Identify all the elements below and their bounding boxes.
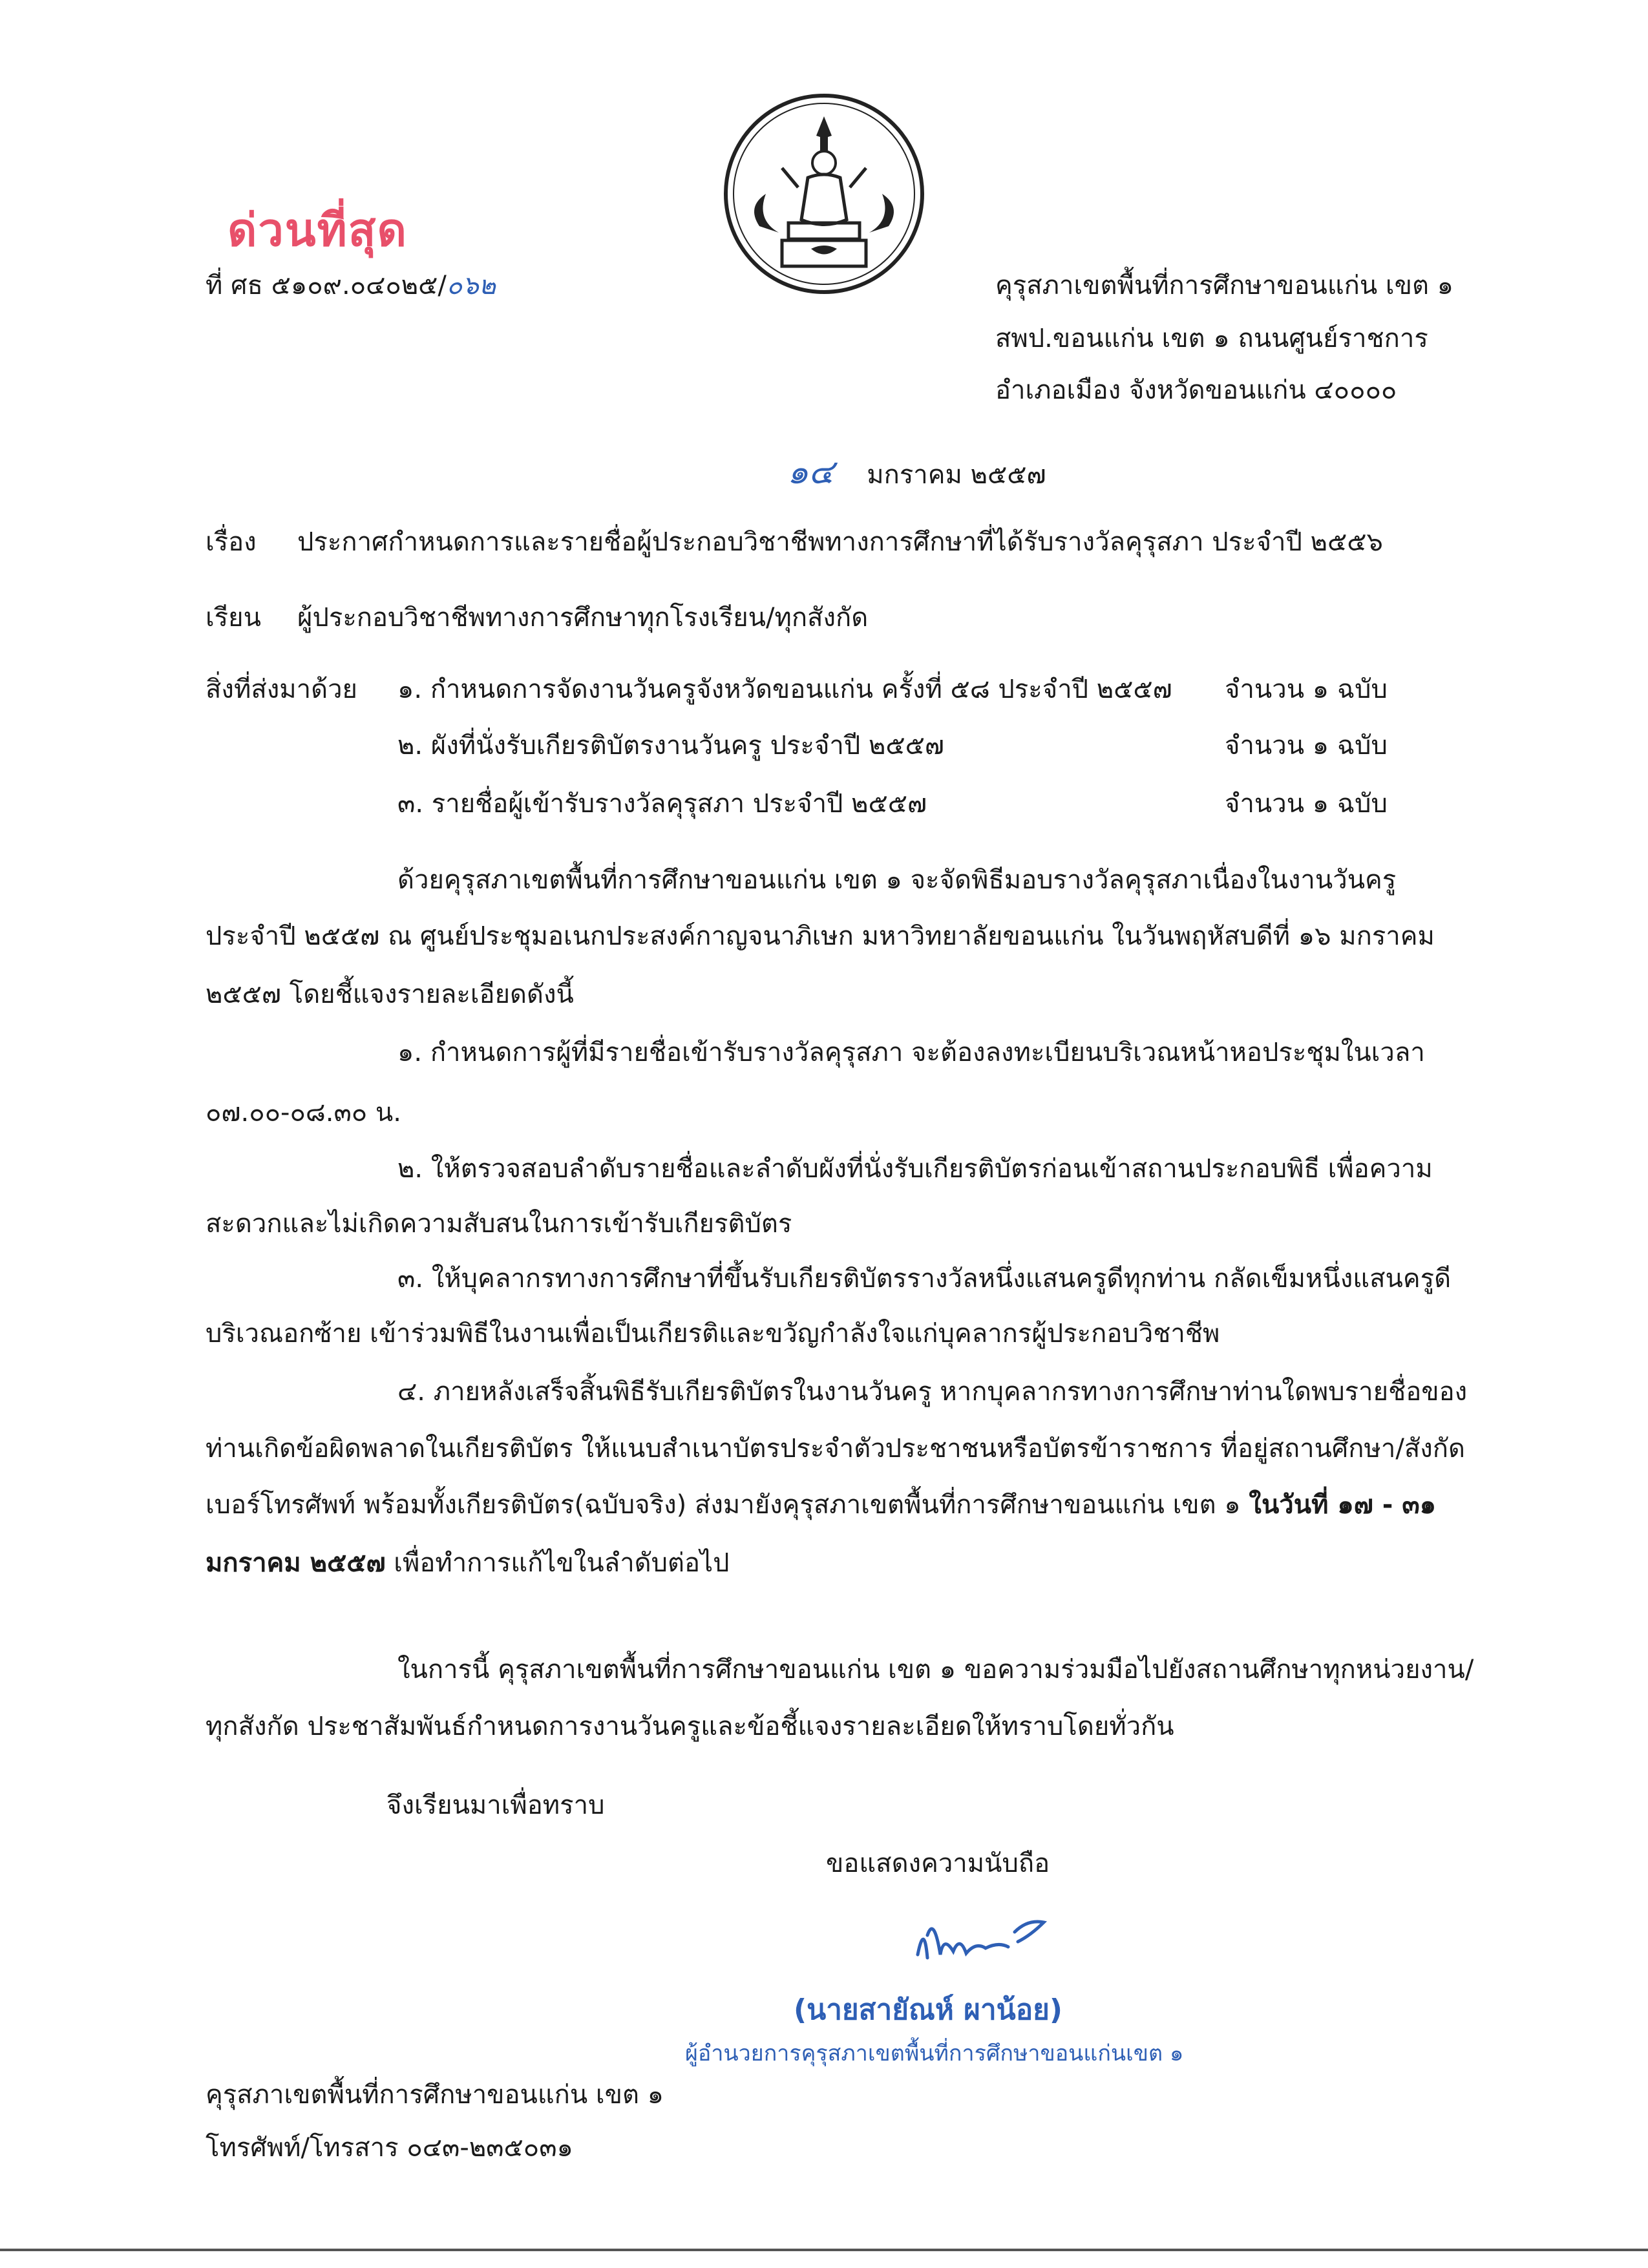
enclosure-count-2: จำนวน ๑ ฉบับ [1225, 731, 1388, 761]
item-2-line-1: ๒. ให้ตรวจสอบลำดับรายชื่อและลำดับผังที่นั่งรับเกียรติบัตรก่อนเข้าสถานประกอบพิธี เพื่อความ [397, 1154, 1433, 1184]
intro-paragraph-line-3: ๒๕๕๗ โดยชี้แจงรายละเอียดดังนี้ [206, 980, 574, 1009]
item-1-line-1: ๑. กำหนดการผู้ที่มีรายชื่อเข้ารับรางวัลคุรุสภา จะต้องลงทะเบียนบริเวณหน้าหอประชุมในเวลา [397, 1038, 1425, 1067]
final-paragraph-line-2: ทุกสังกัด ประชาสัมพันธ์กำหนดการงานวันครูและข้อชี้แจงรายละเอียดให้ทราบโดยทั่วกัน [206, 1712, 1174, 1741]
teachers-council-seal-emblem [721, 90, 927, 297]
closing-phrase: จึงเรียนมาเพื่อทราบ [386, 1790, 605, 1820]
footer-office: คุรุสภาเขตพื้นที่การศึกษาขอนแก่น เขต ๑ [206, 2080, 664, 2110]
subject-label: เรื่อง [206, 527, 257, 557]
signatory-name: (นายสายัณห์ ผาน้อย) [794, 1993, 1063, 2026]
sender-address-line-1: คุรุสภาเขตพื้นที่การศึกษาขอนแก่น เขต ๑ [995, 271, 1454, 300]
enclosure-count-3: จำนวน ๑ ฉบับ [1225, 789, 1388, 819]
footer-phone-fax: โทรศัพท์/โทรสาร ๐๔๓-๒๓๕๐๓๑ [206, 2133, 573, 2163]
enclosures-label: สิ่งที่ส่งมาด้วย [206, 675, 357, 704]
item-3-line-1: ๓. ให้บุคลากรทางการศึกษาที่ขึ้นรับเกียรติบัตรรางวัลหนึ่งแสนครูดีทุกท่าน กลัดเข็มหนึ่งแสนครูดี [397, 1264, 1452, 1294]
document-number-prefix: ที่ ศธ ๕๑๐๙.๐๔๐๒๕/ [206, 271, 447, 300]
date-month-year: มกราคม ๒๕๕๗ [867, 460, 1046, 490]
recipient-label: เรียน [206, 603, 261, 633]
respect-phrase: ขอแสดงความนับถือ [826, 1849, 1050, 1878]
item-4-line-3 [206, 1489, 1466, 1520]
intro-paragraph-line-1: ด้วยคุรุสภาเขตพื้นที่การศึกษาขอนแก่น เขต ๑ จะจัดพิธีมอบรางวัลคุรุสภาเนื่องในงานวันครู [397, 865, 1397, 895]
enclosure-item-2: ๒. ผังที่นั่งรับเกียรติบัตรงานวันครู ประจำปี ๒๕๕๗ [397, 731, 944, 761]
item-4-line-1: ๔. ภายหลังเสร็จสิ้นพิธีรับเกียรติบัตรในงานวันครู หากบุคลากรทางการศึกษาท่านใดพบรายชื่อของ [397, 1377, 1468, 1407]
enclosure-item-1: ๑. กำหนดการจัดงานวันครูจังหวัดขอนแก่น ครั้งที่ ๕๘ ประจำปี ๒๕๕๗ [397, 675, 1172, 704]
document-number-handwritten: ๐๖๒ [446, 271, 496, 300]
item-3-line-2: บริเวณอกซ้าย เข้าร่วมพิธีในงานเพื่อเป็นเกียรติและขวัญกำลังใจแก่บุคลากรผู้ประกอบวิชาชีพ [206, 1319, 1220, 1349]
handwritten-signature [905, 1896, 1060, 1974]
item-4-line-3-text: เบอร์โทรศัพท์ พร้อมทั้งเกียรติบัตร(ฉบับจริง) ส่งมายังคุรุสภาเขตพื้นที่การศึกษาขอนแก่น เขต ๑ [206, 1490, 1249, 1520]
intro-paragraph-line-2: ประจำปี ๒๕๕๗ ณ ศูนย์ประชุมอเนกประสงค์กาญจนาภิเษก มหาวิทยาลัยขอนแก่น ในวันพฤหัสบดีที่ ๑๖ มกราคม [206, 921, 1435, 951]
recipient-text: ผู้ประกอบวิชาชีพทางการศึกษาทุกโรงเรียน/ทุกสังกัด [297, 603, 869, 633]
final-paragraph-line-1: ในการนี้ คุรุสภาเขตพื้นที่การศึกษาขอนแก่น เขต ๑ ขอความร่วมมือไปยังสถานศึกษาทุกหน่วยงาน/ [397, 1655, 1474, 1685]
item-4-line-4-bold-month: มกราคม ๒๕๕๗ [206, 1548, 386, 1578]
document-number [206, 270, 496, 301]
enclosure-count-1: จำนวน ๑ ฉบับ [1225, 675, 1388, 704]
enclosure-item-3: ๓. รายชื่อผู้เข้ารับรางวัลคุรุสภา ประจำปี ๒๕๕๗ [397, 789, 927, 819]
item-4-line-4-text: เพื่อทำการแก้ไขในลำดับต่อไป [385, 1548, 730, 1578]
item-4-line-3-bold-dates: ในวันที่ ๑๗ - ๓๑ [1249, 1490, 1437, 1520]
sender-address-line-3: อำเภอเมือง จังหวัดขอนแก่น ๔๐๐๐๐ [995, 375, 1397, 405]
sender-address-line-2: สพป.ขอนแก่น เขต ๑ ถนนศูนย์ราชการ [995, 324, 1428, 353]
urgency-stamp: ด่วนที่สุด [227, 204, 408, 257]
signatory-position: ผู้อำนวยการคุรุสภาเขตพื้นที่การศึกษาขอนแก่นเขต ๑ [685, 2041, 1184, 2066]
item-2-line-2: สะดวกและไม่เกิดความสับสนในการเข้ารับเกียรติบัตร [206, 1209, 792, 1239]
letter-date [787, 452, 1046, 492]
item-4-line-2: ท่านเกิดข้อผิดพลาดในเกียรติบัตร ให้แนบสำเนาบัตรประจำตัวประชาชนหรือบัตรข้าราชการ ที่อยู่สถานศึกษา/สังกัด [206, 1434, 1465, 1464]
subject-text: ประกาศกำหนดการและรายชื่อผู้ประกอบวิชาชีพทางการศึกษาที่ได้รับรางวัลคุรุสภา ประจำปี ๒๕๕๖ [297, 527, 1383, 557]
scan-edge-divider [0, 2249, 1648, 2251]
item-1-line-2: ๐๗.๐๐-๐๘.๓๐ น. [206, 1098, 401, 1128]
item-4-line-4 [206, 1548, 1466, 1579]
date-day-handwritten: ๑๔ [787, 453, 834, 492]
